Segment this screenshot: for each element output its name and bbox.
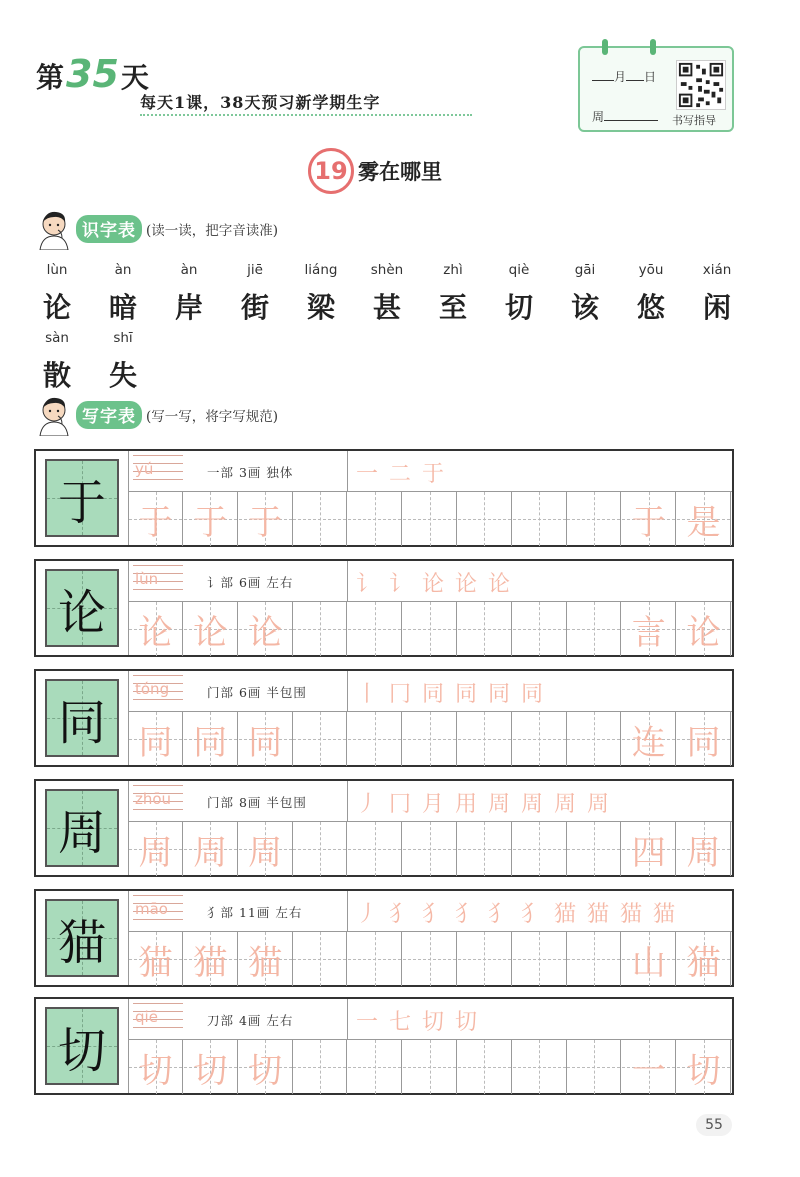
practice-cell[interactable] [513,932,567,986]
hanzi: 岸 [174,291,203,324]
hanzi: 切 [504,291,533,324]
read-item [90,262,156,326]
practice-cell[interactable] [403,1040,457,1094]
practice-cell[interactable] [184,1040,238,1094]
stroke-order: 丿 冂 月 用 周 周 周 周 [356,792,611,817]
trace-character: 切 [193,1050,228,1091]
word-character: 论 [686,612,721,653]
writing-tag: 写字表 [76,401,142,429]
character-pinyin: tóng [135,680,170,698]
practice-cell[interactable] [348,1040,402,1094]
read-item [618,262,684,326]
practice-cell[interactable] [458,932,512,986]
trace-character: 同 [138,722,173,763]
hanzi: 散 [42,359,71,392]
model-character: 同 [57,694,106,751]
model-character-box [45,899,119,977]
character-pinyin: lùn [135,570,159,588]
recognize-section-header [34,208,278,250]
practice-cell[interactable] [129,602,183,656]
practice-cell[interactable] [622,822,676,876]
writing-row [34,669,734,767]
practice-cell[interactable] [403,602,457,656]
practice-cell[interactable] [293,1040,347,1094]
character-info [128,671,348,711]
practice-grid [128,931,732,985]
model-character-box [45,789,119,867]
word-character: 四 [631,832,666,873]
trace-character: 周 [138,832,173,873]
read-item [24,262,90,326]
model-character: 于 [57,474,106,531]
hanzi: 至 [438,291,467,324]
pinyin: àn [180,262,198,278]
practice-cell[interactable] [403,822,457,876]
pinyin: shèn [370,262,404,278]
practice-cell[interactable] [567,602,621,656]
practice-cell[interactable] [239,712,293,766]
stroke-order: 丨 冂 同 同 同 同 [356,682,545,707]
boy-avatar-icon [34,208,74,250]
practice-cell[interactable] [567,712,621,766]
practice-cell[interactable] [184,822,238,876]
pinyin: shī [113,330,133,346]
character-info [128,781,348,821]
writing-row [34,997,734,1095]
trace-character: 于 [138,502,173,543]
practice-cell[interactable] [458,1040,512,1094]
lesson-number: 19 [308,148,354,194]
radical-stroke-structure: 犭部 11画 左右 [207,905,303,920]
hanzi: 暗 [108,291,137,324]
practice-cell[interactable] [129,492,183,546]
lesson-title [308,148,442,194]
word-character: 言 [631,612,666,653]
qr-label: 书写指导 [672,114,716,127]
character-pinyin: zhōu [135,790,172,808]
practice-cell[interactable] [348,932,402,986]
practice-cell[interactable] [293,602,347,656]
practice-cell[interactable] [677,1040,731,1094]
practice-cell[interactable] [348,602,402,656]
trace-character: 猫 [248,942,283,983]
practice-cell[interactable] [458,822,512,876]
pinyin: zhì [443,262,463,278]
word-character: 同 [686,722,721,763]
subtitle: 每天1课，38天预习新学期生字 [140,93,381,112]
practice-grid [128,711,732,765]
practice-cell[interactable] [184,712,238,766]
practice-cell[interactable] [403,712,457,766]
read-item [354,262,420,326]
practice-cell[interactable] [129,822,183,876]
pinyin: yōu [638,262,664,278]
binder-ring-icon [650,39,656,55]
word-character: 切 [686,1050,721,1091]
date-card [578,46,734,132]
trace-character: 论 [193,612,228,653]
character-info [128,561,348,601]
day-prefix: 第 [36,61,65,94]
word-character: 于 [631,502,666,543]
trace-character: 同 [248,722,283,763]
boy-avatar-icon [34,394,74,436]
practice-cell[interactable] [513,712,567,766]
character-pinyin: yú [135,460,154,478]
recognize-note: (读一读，把字音读准) [146,223,279,239]
month-label: 月 [614,70,627,84]
stroke-order: 一 二 于 [356,462,446,487]
practice-cell[interactable] [239,492,293,546]
week-label: 周 [592,110,605,124]
practice-cell[interactable] [677,602,731,656]
practice-cell[interactable] [458,602,512,656]
character-pinyin: qiē [135,1008,158,1026]
stroke-order: 一 七 切 切 [356,1010,479,1035]
practice-cell[interactable] [677,822,731,876]
character-info [128,891,348,931]
practice-cell[interactable] [348,492,402,546]
practice-grid [128,821,732,875]
read-item [24,330,90,394]
lesson-name: 雾在哪里 [358,160,442,184]
stroke-order: 丿 犭 犭 犭 犭 犭 猫 猫 猫 猫 [356,902,677,927]
practice-cell[interactable] [513,602,567,656]
model-character: 论 [57,584,106,641]
read-item [486,262,552,326]
practice-cell[interactable] [239,602,293,656]
practice-cell[interactable] [239,822,293,876]
dotted-divider [140,114,472,116]
practice-cell[interactable] [293,932,347,986]
trace-character: 同 [193,722,228,763]
day-title [36,52,149,96]
writing-row [34,449,734,547]
practice-cell[interactable] [293,822,347,876]
read-row-2 [24,330,156,394]
trace-character: 于 [248,502,283,543]
radical-stroke-structure: 一部 3画 独体 [207,465,294,480]
practice-grid [128,1039,732,1093]
practice-cell[interactable] [677,932,731,986]
pinyin: qiè [508,262,530,278]
practice-cell[interactable] [184,602,238,656]
hanzi: 梁 [306,291,335,324]
pinyin: sàn [45,330,69,346]
word-character: 一 [631,1050,666,1091]
word-character: 是 [686,502,721,543]
read-item [420,262,486,326]
read-item [156,262,222,326]
binder-ring-icon [602,39,608,55]
practice-cell[interactable] [458,712,512,766]
hanzi: 悠 [636,291,665,324]
practice-cell[interactable] [513,492,567,546]
practice-cell[interactable] [458,492,512,546]
practice-grid [128,491,732,545]
practice-cell[interactable] [622,932,676,986]
read-item [684,262,750,326]
trace-character: 切 [138,1050,173,1091]
hanzi: 闲 [702,291,731,324]
word-character: 山 [631,942,666,983]
writing-row [34,779,734,877]
model-character-box [45,679,119,757]
radical-stroke-structure: 门部 8画 半包围 [207,795,307,810]
model-character-box [45,569,119,647]
hanzi: 失 [108,359,137,392]
practice-cell[interactable] [348,712,402,766]
read-item [222,262,288,326]
day-label: 日 [644,70,657,84]
model-character: 周 [57,804,106,861]
date-line [592,68,656,85]
character-info [128,451,348,491]
radical-stroke-structure: 刀部 4画 左右 [207,1013,294,1028]
radical-stroke-structure: 讠部 6画 左右 [207,575,294,590]
pinyin: liáng [304,262,338,278]
model-character: 切 [57,1022,106,1079]
practice-cell[interactable] [348,822,402,876]
writing-note: (写一写，将字写规范) [146,409,279,425]
character-pinyin: māo [135,900,168,918]
practice-cell[interactable] [622,712,676,766]
practice-cell[interactable] [677,712,731,766]
pinyin: xián [702,262,732,278]
practice-cell[interactable] [513,822,567,876]
practice-cell[interactable] [293,712,347,766]
practice-cell[interactable] [622,602,676,656]
practice-cell[interactable] [567,932,621,986]
read-item [288,262,354,326]
pinyin: gāi [574,262,596,278]
writing-row [34,889,734,987]
practice-cell[interactable] [403,932,457,986]
practice-cell[interactable] [677,492,731,546]
day-number: 35 [66,52,119,96]
practice-cell[interactable] [239,932,293,986]
word-character: 猫 [686,942,721,983]
practice-cell[interactable] [239,1040,293,1094]
model-character-box [45,459,119,537]
qr-code-icon[interactable] [676,60,726,110]
day-suffix: 天 [120,61,149,94]
hanzi: 甚 [372,291,401,324]
hanzi: 论 [42,291,71,324]
week-line [592,108,658,125]
practice-cell[interactable] [129,712,183,766]
trace-character: 周 [248,832,283,873]
hanzi: 该 [570,291,599,324]
pinyin: lùn [46,262,68,278]
character-info [128,999,348,1039]
read-item [552,262,618,326]
trace-character: 论 [248,612,283,653]
stroke-order: 讠 讠 论 论 论 [356,572,512,597]
hanzi: 街 [240,291,269,324]
practice-cell[interactable] [129,1040,183,1094]
writing-section-header [34,394,278,436]
recognize-tag: 识字表 [76,215,142,243]
pinyin: jiē [247,262,263,278]
word-character: 连 [631,722,666,763]
practice-cell[interactable] [403,492,457,546]
practice-cell[interactable] [567,492,621,546]
writing-row [34,559,734,657]
practice-cell[interactable] [622,492,676,546]
practice-grid [128,601,732,655]
practice-cell[interactable] [293,492,347,546]
practice-cell[interactable] [622,1040,676,1094]
trace-character: 切 [248,1050,283,1091]
practice-cell[interactable] [513,1040,567,1094]
read-row-1 [24,262,750,326]
word-character: 周 [686,832,721,873]
trace-character: 于 [193,502,228,543]
model-character: 猫 [57,914,106,971]
trace-character: 猫 [193,942,228,983]
read-item [90,330,156,394]
practice-cell[interactable] [184,492,238,546]
practice-cell[interactable] [129,932,183,986]
practice-cell[interactable] [184,932,238,986]
trace-character: 论 [138,612,173,653]
page-number: 55 [696,1114,732,1136]
model-character-box [45,1007,119,1085]
practice-cell[interactable] [567,1040,621,1094]
qr-code-graphic [677,61,725,109]
trace-character: 周 [193,832,228,873]
radical-stroke-structure: 门部 6画 半包围 [207,685,307,700]
trace-character: 猫 [138,942,173,983]
pinyin: àn [114,262,132,278]
practice-cell[interactable] [567,822,621,876]
